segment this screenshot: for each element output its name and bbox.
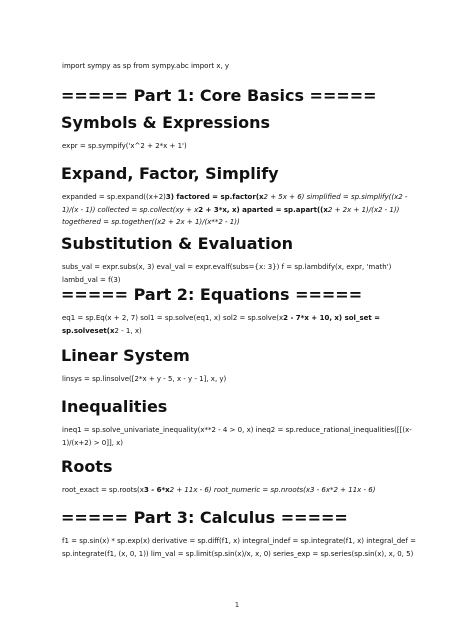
eq-text-2: 2 - 7*x + 10, x) sol_set = sp.solveset(x bbox=[62, 314, 381, 335]
expand-text-4: 2 + 3*x, x) aparted = sp.apart((x bbox=[198, 205, 328, 214]
heading-linear-system: Linear System bbox=[61, 346, 190, 365]
heading-substitution-evaluation: Substitution & Evaluation bbox=[61, 234, 294, 253]
calculus-paragraph: f1 = sp.sin(x) * sp.exp(x) derivative = sp.diff(f1, x) integral_indef = sp.integrate(f1, x) integral_def = sp.integrate(f1, (x, 0, 1)) lim_val = sp.limit(sp.sin(x)/x, x, 0) series_exp = sp.series(sp.sin(x), x, 0, 5) bbox=[62, 537, 417, 558]
roots-text-1: root_exact = sp.roots(x bbox=[62, 486, 144, 494]
roots-text-3: 2 + 11x - 6) root_numeric = sp.nroots(x3 - 6x*2 + 11x - 6) bbox=[169, 486, 376, 494]
heading-inequalities: Inequalities bbox=[61, 397, 168, 416]
expr-line: expr = sp.sympify('x^2 + 2*x + 1') bbox=[62, 142, 187, 150]
linsys-line: linsys = sp.linsolve([2*x + y - 5, x - y - 1], x, y) bbox=[62, 375, 227, 383]
expand-paragraph bbox=[62, 191, 417, 229]
expand-text-2: 3) factored = sp.factor(x bbox=[165, 193, 264, 201]
eq-text-3: 2 - 1, x) bbox=[114, 326, 142, 335]
expand-text-3: 2 + 5x + 6) simplified = sp.simplify((x2 - 1)/(x - 1)) collected = sp.collect(xy + x bbox=[62, 193, 408, 214]
heading-expand-factor-simplify: Expand, Factor, Simplify bbox=[61, 164, 279, 183]
roots-line bbox=[62, 484, 417, 497]
inequalities-paragraph: ineq1 = sp.solve_univariate_inequality(x**2 - 4 > 0, x) ineq2 = sp.reduce_rational_inequalities([[(x-1)/(x+2) > 0]], x) bbox=[62, 426, 412, 447]
eq-text-1: eq1 = sp.Eq(x + 2, 7) sol1 = sp.solve(eq1, x) sol2 = sp.solve(x bbox=[62, 314, 284, 322]
heading-part-2: ===== Part 2: Equations ===== bbox=[61, 285, 363, 304]
heading-part-3: ===== Part 3: Calculus ===== bbox=[61, 508, 348, 527]
import-line: import sympy as sp from sympy.abc import x, y bbox=[62, 62, 230, 70]
expand-text-1: expanded = sp.expand((x+2) bbox=[62, 193, 166, 201]
heading-roots: Roots bbox=[61, 457, 113, 476]
subs-line: subs_val = expr.subs(x, 3) eval_val = expr.evalf(subs={x: 3}) f = sp.lambdify(x, expr, 'math') lambd_val = f(3) bbox=[62, 263, 392, 284]
equations-paragraph bbox=[62, 312, 417, 337]
heading-part-1: ===== Part 1: Core Basics ===== bbox=[61, 86, 377, 105]
heading-symbols-expressions: Symbols & Expressions bbox=[61, 113, 271, 132]
expand-text-5: 2 + 2x + 1)/(x2 - 1)) togethered = sp.together((x2 + 2x + 1)/(x**2 - 1)) bbox=[62, 205, 400, 226]
page-number: 1 bbox=[234, 601, 240, 609]
roots-text-2: 3 - 6*x bbox=[143, 486, 170, 494]
